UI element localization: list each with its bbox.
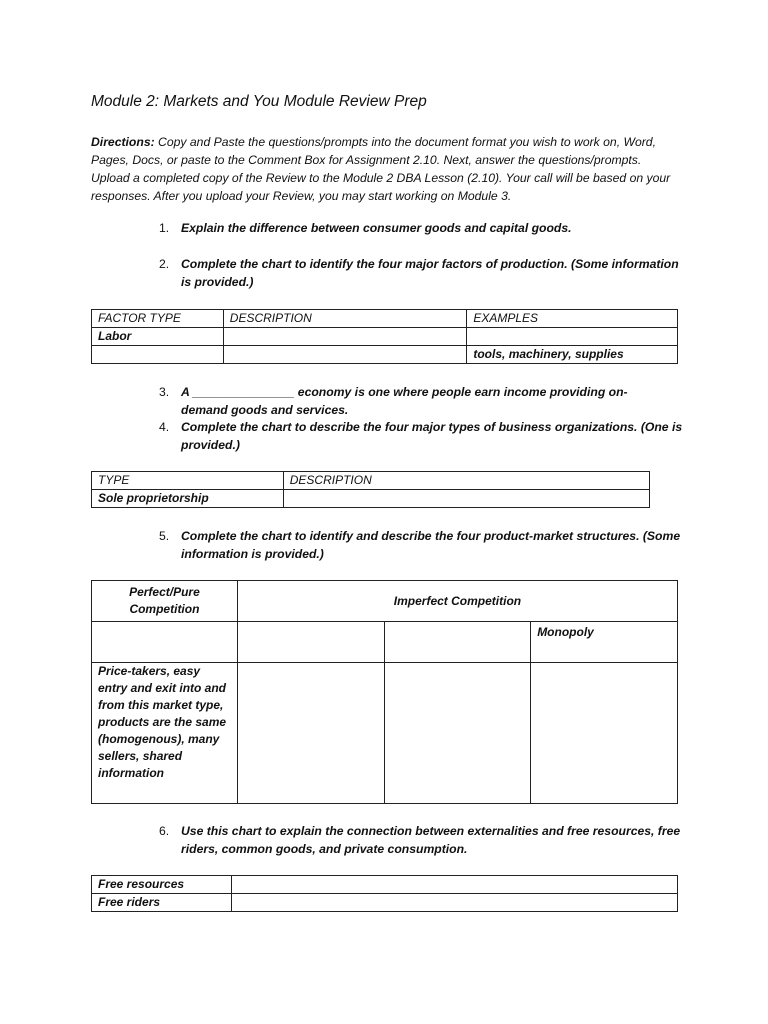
question-3 bbox=[159, 383, 699, 419]
question-text: A _______________ economy is one where people earn income providing on- bbox=[181, 385, 628, 399]
table-row bbox=[92, 622, 678, 663]
directions-paragraph bbox=[91, 133, 681, 205]
desc-line: products are the same bbox=[98, 715, 227, 729]
question-5 bbox=[159, 527, 699, 563]
page-title: Module 2: Markets and You Module Review Prep bbox=[91, 93, 427, 110]
question-number: 1. bbox=[159, 221, 170, 235]
examples-cell[interactable]: tools, machinery, supplies bbox=[467, 346, 678, 364]
header-description: DESCRIPTION bbox=[283, 472, 649, 490]
row-label-cell: Free resources bbox=[92, 876, 232, 894]
monopoly-cell[interactable]: Monopoly bbox=[531, 622, 678, 663]
table-row bbox=[92, 894, 678, 912]
table-header-row bbox=[92, 472, 650, 490]
type-cell[interactable]: Sole proprietorship bbox=[92, 490, 284, 508]
question-text-line2: is provided.) bbox=[181, 275, 254, 289]
header-perfect-competition bbox=[92, 581, 238, 622]
question-number: 6. bbox=[159, 824, 170, 838]
question-number: 2. bbox=[159, 257, 170, 271]
description-cell[interactable] bbox=[531, 663, 678, 804]
question-4 bbox=[159, 418, 699, 454]
table-header-row bbox=[92, 310, 678, 328]
table-row bbox=[92, 490, 650, 508]
description-cell[interactable] bbox=[384, 663, 531, 804]
question-text: Complete the chart to identify the four major factors of production. (Some information bbox=[181, 257, 679, 271]
header-type: TYPE bbox=[92, 472, 284, 490]
question-number: 3. bbox=[159, 385, 170, 399]
answer-cell[interactable] bbox=[231, 876, 677, 894]
header-examples: EXAMPLES bbox=[467, 310, 678, 328]
description-cell[interactable] bbox=[283, 490, 649, 508]
perfect-line2: Competition bbox=[129, 602, 200, 616]
question-number: 5. bbox=[159, 529, 170, 543]
desc-line: Price-takers, easy bbox=[98, 664, 201, 678]
header-imperfect-competition: Imperfect Competition bbox=[237, 581, 677, 622]
question-number: 4. bbox=[159, 420, 170, 434]
externalities-table bbox=[91, 875, 678, 912]
structure-name-cell[interactable] bbox=[237, 622, 384, 663]
table-row bbox=[92, 876, 678, 894]
question-text-line2: demand goods and services. bbox=[181, 403, 349, 417]
description-cell[interactable] bbox=[237, 663, 384, 804]
desc-line: information bbox=[98, 766, 164, 780]
factor-cell[interactable]: Labor bbox=[92, 328, 224, 346]
question-text: Use this chart to explain the connection between externalities and free resources, free bbox=[181, 824, 681, 838]
question-text-line2: riders, common goods, and private consumption. bbox=[181, 842, 468, 856]
question-text: Complete the chart to identify and describe the four product-market structures. (Some bbox=[181, 529, 681, 543]
question-text-line2: information is provided.) bbox=[181, 547, 324, 561]
business-organizations-table bbox=[91, 471, 650, 508]
row-label-cell: Free riders bbox=[92, 894, 232, 912]
table-row bbox=[92, 346, 678, 364]
desc-line: from this market type, bbox=[98, 698, 224, 712]
table-header-row bbox=[92, 581, 678, 622]
description-cell[interactable] bbox=[223, 328, 467, 346]
desc-line: (homogenous), many bbox=[98, 732, 220, 746]
directions-label: Directions: bbox=[91, 135, 155, 149]
market-structures-table bbox=[91, 580, 678, 804]
perfect-description-cell[interactable] bbox=[92, 663, 238, 804]
header-factor-type: FACTOR TYPE bbox=[92, 310, 224, 328]
desc-line: entry and exit into and bbox=[98, 681, 227, 695]
description-cell[interactable] bbox=[223, 346, 467, 364]
question-text: Explain the difference between consumer goods and capital goods. bbox=[181, 221, 572, 235]
directions-text: Copy and Paste the questions/prompts into the document format you wish to work on, Word, Pages, Docs, or paste to the Comment Box for Assignment 2.10. Next, answer the questions/prompts. Upload a completed copy of the Review to the Module 2 DBA Lesson (2.10). Your call will be based on your responses. After you upload your Review, you may start working on Module 3. bbox=[91, 135, 671, 203]
question-2 bbox=[159, 255, 699, 291]
question-6 bbox=[159, 822, 699, 858]
desc-line: sellers, shared bbox=[98, 749, 183, 763]
structure-name-cell[interactable] bbox=[92, 622, 238, 663]
header-description: DESCRIPTION bbox=[223, 310, 467, 328]
table-row bbox=[92, 328, 678, 346]
examples-cell[interactable] bbox=[467, 328, 678, 346]
table-row bbox=[92, 663, 678, 804]
question-text-line2: provided.) bbox=[181, 438, 240, 452]
question-text: Complete the chart to describe the four major types of business organizations. (One is bbox=[181, 420, 683, 434]
structure-name-cell[interactable] bbox=[384, 622, 531, 663]
factors-of-production-table bbox=[91, 309, 678, 364]
perfect-line1: Perfect/Pure bbox=[129, 585, 200, 599]
answer-cell[interactable] bbox=[231, 894, 677, 912]
factor-cell[interactable] bbox=[92, 346, 224, 364]
